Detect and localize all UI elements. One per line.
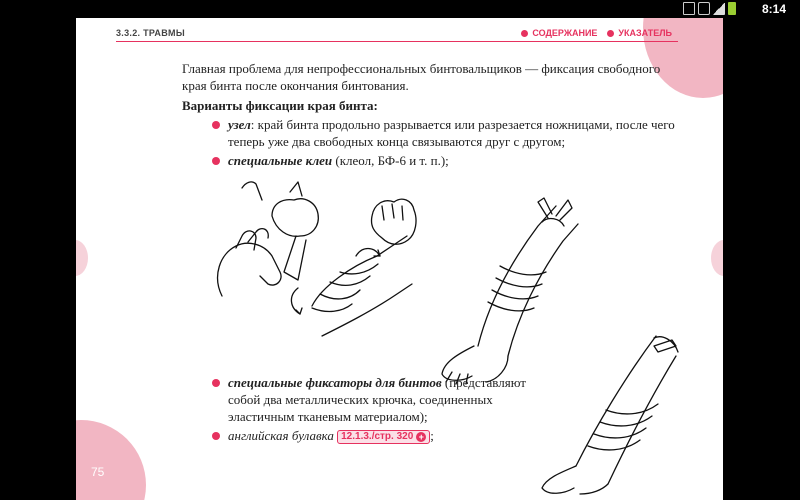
intro-paragraph: Главная проблема для непрофессиональных бинтовальщиков — фиксация свободного края бинта после окончания бинтования. (182, 61, 661, 93)
contents-link-label: СОДЕРЖАНИЕ (532, 28, 598, 38)
status-bar (0, 0, 800, 18)
term-text: ; (430, 428, 434, 443)
term-text: (представляют собой два металлических крючка, соединенных эластичным тканевым материалом); (228, 375, 526, 424)
section-title: 3.3.2. ТРАВМЫ (116, 28, 185, 38)
term: узел (228, 117, 251, 132)
term: специальные фиксаторы для бинтов (228, 375, 442, 390)
term: английская булавка (228, 428, 334, 443)
list-item (210, 152, 680, 169)
contents-link[interactable] (521, 28, 597, 38)
index-link[interactable] (607, 28, 672, 38)
subheading: Варианты фиксации края бинта: (182, 98, 378, 113)
bullet-icon (521, 30, 528, 37)
bandage-knot-illustration (202, 176, 422, 356)
index-link-label: УКАЗАТЕЛЬ (618, 28, 672, 38)
list-item (210, 374, 540, 425)
image-icon (683, 2, 695, 15)
list-item (210, 427, 540, 444)
next-page-tab[interactable] (711, 240, 723, 276)
term-text: (клеол, БФ-6 и т. п.); (332, 153, 449, 168)
signal-icon (713, 2, 725, 15)
bullet-icon (607, 30, 614, 37)
term-text: : край бинта продольно разрывается или разрезается ножницами, после чего теперь уже два свободных конца связываются друг с другом; (228, 117, 675, 149)
status-icons (683, 2, 736, 15)
xref-label: 12.1.3./стр. 320 (341, 431, 414, 442)
bullet-list-2 (210, 374, 540, 446)
bullet-list (210, 116, 680, 171)
list-item (210, 116, 680, 150)
usb-icon (698, 2, 710, 15)
prev-page-tab[interactable] (76, 240, 88, 276)
page-number: 75 (91, 465, 105, 479)
status-time: 8:14 (761, 2, 786, 16)
plus-icon: + (416, 432, 426, 442)
corner-decoration-bottom (76, 420, 146, 500)
book-page[interactable] (76, 18, 723, 500)
cross-reference-link[interactable] (337, 430, 430, 444)
term: специальные клеи (228, 153, 333, 168)
arm-with-pin-illustration (536, 316, 696, 496)
page-header (116, 28, 678, 42)
battery-icon (728, 2, 736, 15)
